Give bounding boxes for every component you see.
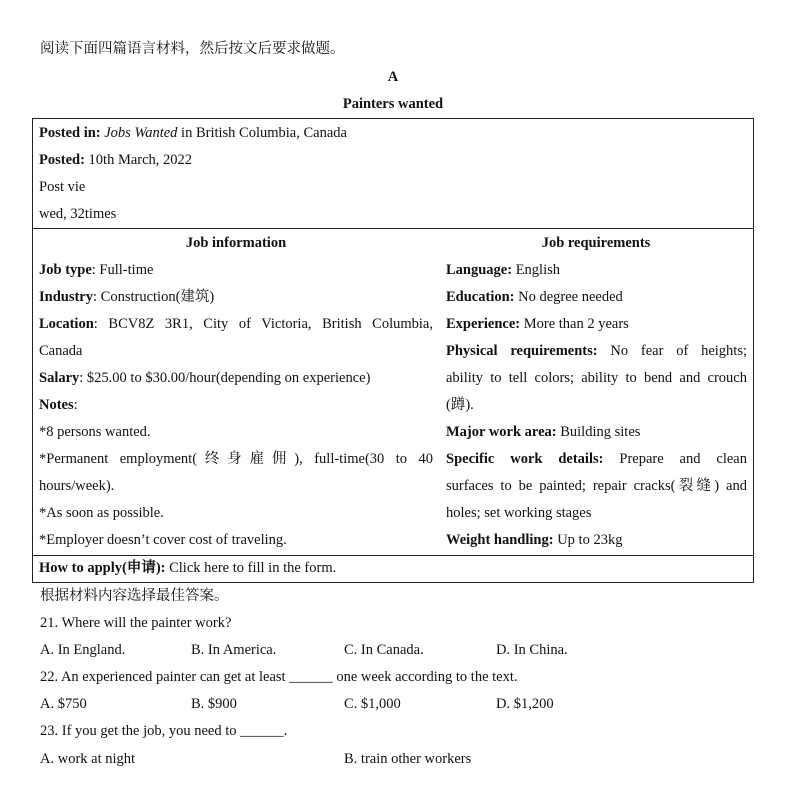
job-details-box [32, 228, 754, 556]
q23-stem: 23. If you get the job, you need to ______. [40, 723, 288, 739]
physical-value-1: No fear of heights; [610, 343, 748, 359]
q21-option-b[interactable]: B. In America. [191, 642, 277, 658]
job-type-label: Job type [39, 262, 92, 278]
note-2-line-2: hours/week). [39, 478, 115, 494]
notes-colon: : [73, 397, 78, 413]
physical-line-2: ability to tell colors; ability to bend and crouch [446, 370, 747, 386]
instruction-text: 阅读下面四篇语言材料，然后按文后要求做题。 [40, 41, 345, 57]
weight-value: Up to 23kg [557, 532, 623, 548]
section-letter: A [387, 69, 399, 85]
salary-value: : $25.00 to $30.00/hour(depending on experience) [79, 370, 371, 386]
q23-option-a[interactable]: A. work at night [40, 751, 136, 767]
apply-box [32, 555, 754, 583]
q21-option-a[interactable]: A. In England. [40, 642, 126, 658]
specific-line-2: surfaces to be painted; repair cracks(裂缝) and [446, 478, 747, 494]
notes-label: Notes [39, 397, 74, 413]
note-4: *Employer doesn’t cover cost of traveling. [39, 532, 287, 548]
q22-stem: 22. An experienced painter can get at least ______ one week according to the text. [40, 669, 518, 685]
job-type-value: : Full-time [91, 262, 154, 278]
q23-option-b[interactable]: B. train other workers [344, 751, 472, 767]
physical-line-3: (蹲). [446, 397, 474, 413]
posting-info-box [32, 118, 754, 229]
industry-label: Industry [39, 289, 93, 305]
education-label: Education: [446, 289, 515, 305]
q22-option-c[interactable]: C. $1,000 [344, 696, 401, 712]
q21-option-c[interactable]: C. In Canada. [344, 642, 424, 658]
apply-line [39, 555, 336, 582]
weight-label: Weight handling: [446, 532, 554, 548]
apply-link-text[interactable]: Click here to fill in the form. [169, 560, 337, 576]
specific-value-1: Prepare and clean [619, 451, 747, 467]
specific-label: Specific work details: [446, 451, 604, 467]
note-3: *As soon as possible. [39, 505, 164, 521]
page-title: Painters wanted [342, 96, 444, 112]
education-line [446, 284, 623, 311]
posted-in-line [39, 120, 347, 147]
experience-value: More than 2 years [523, 316, 629, 332]
location-line-1 [39, 311, 433, 338]
posted-label: Posted: [39, 152, 85, 168]
notes-line [39, 392, 78, 419]
choose-instruction: 根据材料内容选择最佳答案。 [40, 588, 229, 604]
apply-label: How to apply(申请): [39, 560, 166, 576]
salary-label: Salary [39, 370, 80, 386]
post-viewed-line-1: Post vie [39, 179, 86, 195]
experience-label: Experience: [446, 316, 521, 332]
industry-value: : Construction(建筑) [93, 289, 215, 305]
note-1: *8 persons wanted. [39, 424, 151, 440]
physical-label: Physical requirements: [446, 343, 598, 359]
location-label: Location [39, 316, 94, 332]
q22-option-a[interactable]: A. $750 [40, 696, 87, 712]
industry-line [39, 284, 214, 311]
work-area-label: Major work area: [446, 424, 557, 440]
q22-option-d[interactable]: D. $1,200 [496, 696, 554, 712]
physical-line-1 [446, 338, 747, 365]
q21-option-d[interactable]: D. In China. [496, 642, 568, 658]
q22-option-b[interactable]: B. $900 [191, 696, 237, 712]
location-line-2: Canada [39, 343, 83, 359]
post-viewed-line-2: wed, 32times [39, 206, 117, 222]
posted-date: 10th March, 2022 [88, 152, 193, 168]
note-2-line-1: *Permanent employment(终身雇佣), full-time(30 to 40 [39, 451, 433, 467]
posted-in-site: Jobs Wanted [104, 125, 178, 141]
specific-line-3: holes; set working stages [446, 505, 592, 521]
posted-date-line [39, 147, 192, 174]
posted-in-location: in British Columbia, Canada [181, 125, 347, 141]
language-value: English [515, 262, 561, 278]
work-area-value: Building sites [560, 424, 641, 440]
education-value: No degree needed [518, 289, 623, 305]
job-type-line [39, 257, 153, 284]
weight-line [446, 527, 622, 554]
work-area-line [446, 419, 640, 446]
experience-line [446, 311, 629, 338]
posted-in-label: Posted in: [39, 125, 101, 141]
location-value: : BCV8Z 3R1, City of Victoria, British Columbia, [93, 316, 433, 332]
language-line [446, 257, 560, 284]
job-information-header: Job information [185, 235, 287, 251]
salary-line [39, 365, 370, 392]
q21-stem: 21. Where will the painter work? [40, 615, 232, 631]
job-requirements-header: Job requirements [541, 235, 651, 251]
language-label: Language: [446, 262, 513, 278]
specific-line-1 [446, 446, 747, 473]
